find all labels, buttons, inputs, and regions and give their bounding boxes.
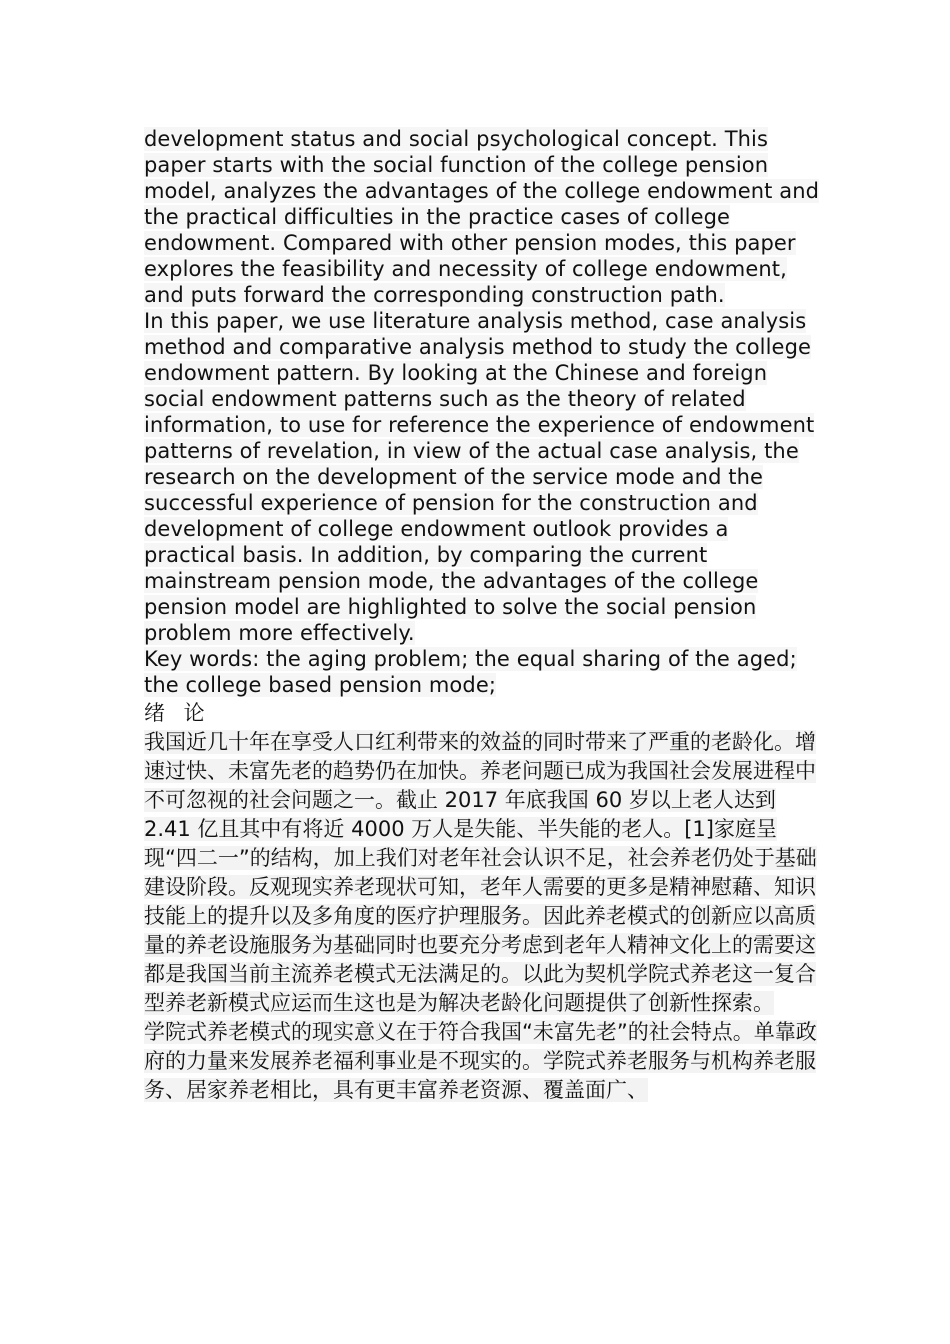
section-heading: 绪 论 (144, 701, 211, 725)
document-body (144, 126, 824, 1105)
introduction-paragraph-2: 学院式养老模式的现实意义在于符合我国“未富先老”的社会特点。单靠政府的力量来发展养老福利事业是不现实的。学院式养老服务与机构养老服务、居家养老相比，具有更丰富养老资源、覆盖面广、 (144, 1020, 817, 1102)
keywords-paragraph: Key words: the aging problem; the equal sharing of the aged; the college based pension mode; (144, 647, 797, 697)
abstract-paragraph-2: In this paper, we use literature analysis method, case analysis method and comparative analysis method to study the college endowment pattern. By looking at the Chinese and foreign social endowment patterns such as the theory of related information, to use for reference the experience of endowment patterns of revelation, in view of the actual case analysis, the research on the development of the service mode and the successful experience of pension for the construction and development of college endowment outlook provides a practical basis. In addition, by comparing the current mainstream pension mode, the advantages of the college pension model are highlighted to solve the social pension problem more effectively. (144, 309, 815, 645)
introduction-paragraph-1: 我国近几十年在享受人口红利带来的效益的同时带来了严重的老龄化。增速过快、未富先老的趋势仍在加快。养老问题已成为我国社会发展进程中不可忽视的社会问题之一。截止 2017 年底我国 60 岁以上老人达到 2.41 亿且其中有将近 4000 万人是失能、半失能的老人。[1]家庭呈现“四二一”的结构，加上我们对老年社会认识不足，社会养老仍处于基础建设阶段。反观现实养老现状可知，老年人需要的更多是精神慰藉、知识技能上的提升以及多角度的医疗护理服务。因此养老模式的创新应以高质量的养老设施服务为基础同时也要充分考虑到老年人精神文化上的需要这都是我国当前主流养老模式无法满足的。以此为契机学院式养老这一复合型养老新模式应运而生这也是为解决老龄化问题提供了创新性探索。 (144, 730, 817, 1015)
abstract-paragraph-1: development status and social psychological concept. This paper starts with the social function of the college pension model, analyzes the advantages of the college endowment and the practical difficulties in the practice cases of college endowment. Compared with other pension modes, this paper explores the feasibility and necessity of college endowment, and puts forward the corresponding construction path. (144, 127, 820, 307)
